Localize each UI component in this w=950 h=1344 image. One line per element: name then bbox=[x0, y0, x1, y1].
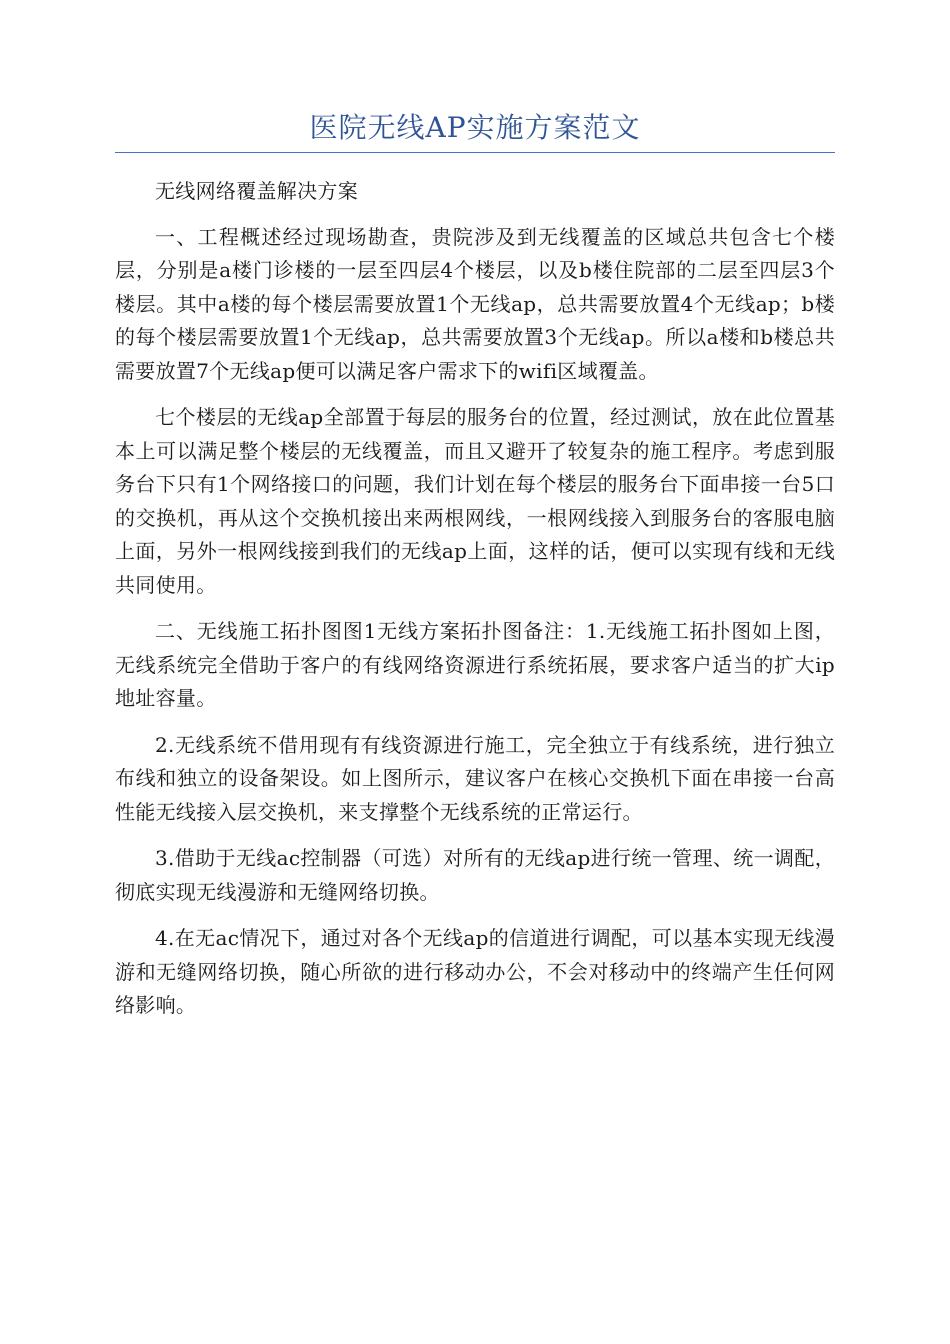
title-underline bbox=[115, 152, 835, 153]
paragraph-ap-placement: 七个楼层的无线ap全部置于每层的服务台的位置，经过测试，放在此位置基本上可以满足整个楼层的无线覆盖，而且又避开了较复杂的施工程序。考虑到服务台下只有1个网络接口的问题，我们计划在每个楼层的服务台下面串接一台5口的交换机，再从这个交换机接出来两根网线，一根网线接入到服务台的客服电脑上面，另外一根网线接到我们的无线ap上面，这样的话，便可以实现有线和无线共同使用。 bbox=[115, 405, 835, 597]
document-page bbox=[115, 108, 835, 1023]
paragraph-project-overview: 一、工程概述经过现场勘查，贵院涉及到无线覆盖的区域总共包含七个楼层，分别是a楼门诊楼的一层至四层4个楼层，以及b楼住院部的二层至四层3个楼层。其中a楼的每个楼层需要放置1个无线ap，总共需要放置4个无线ap；b楼的每个楼层需要放置1个无线ap，总共需要放置3个无线ap。所以a楼和b楼总共需要放置7个无线ap便可以满足客户需求下的wifi区域覆盖。 bbox=[115, 224, 835, 383]
paragraph-topology: 二、无线施工拓扑图图1无线方案拓扑图备注：1.无线施工拓扑图如上图，无线系统完全借助于客户的有线网络资源进行系统拓展，要求客户适当的扩大ip地址容量。 bbox=[115, 619, 835, 710]
paragraph-note-4: 4.在无ac情况下，通过对各个无线ap的信道进行调配，可以基本实现无线漫游和无缝网络切换，随心所欲的进行移动办公，不会对移动中的终端产生任何网络影响。 bbox=[115, 926, 835, 1017]
paragraph-note-3: 3.借助于无线ac控制器（可选）对所有的无线ap进行统一管理、统一调配，彻底实现无线漫游和无缝网络切换。 bbox=[115, 846, 835, 904]
document-title: 医院无线AP实施方案范文 bbox=[309, 111, 641, 144]
section-heading-solution: 无线网络覆盖解决方案 bbox=[155, 179, 358, 203]
paragraph-note-2: 2.无线系统不借用现有有线资源进行施工，完全独立于有线系统，进行独立布线和独立的设备架设。如上图所示，建议客户在核心交换机下面在串接一台高性能无线接入层交换机，来支撑整个无线系统的正常运行。 bbox=[115, 732, 835, 824]
